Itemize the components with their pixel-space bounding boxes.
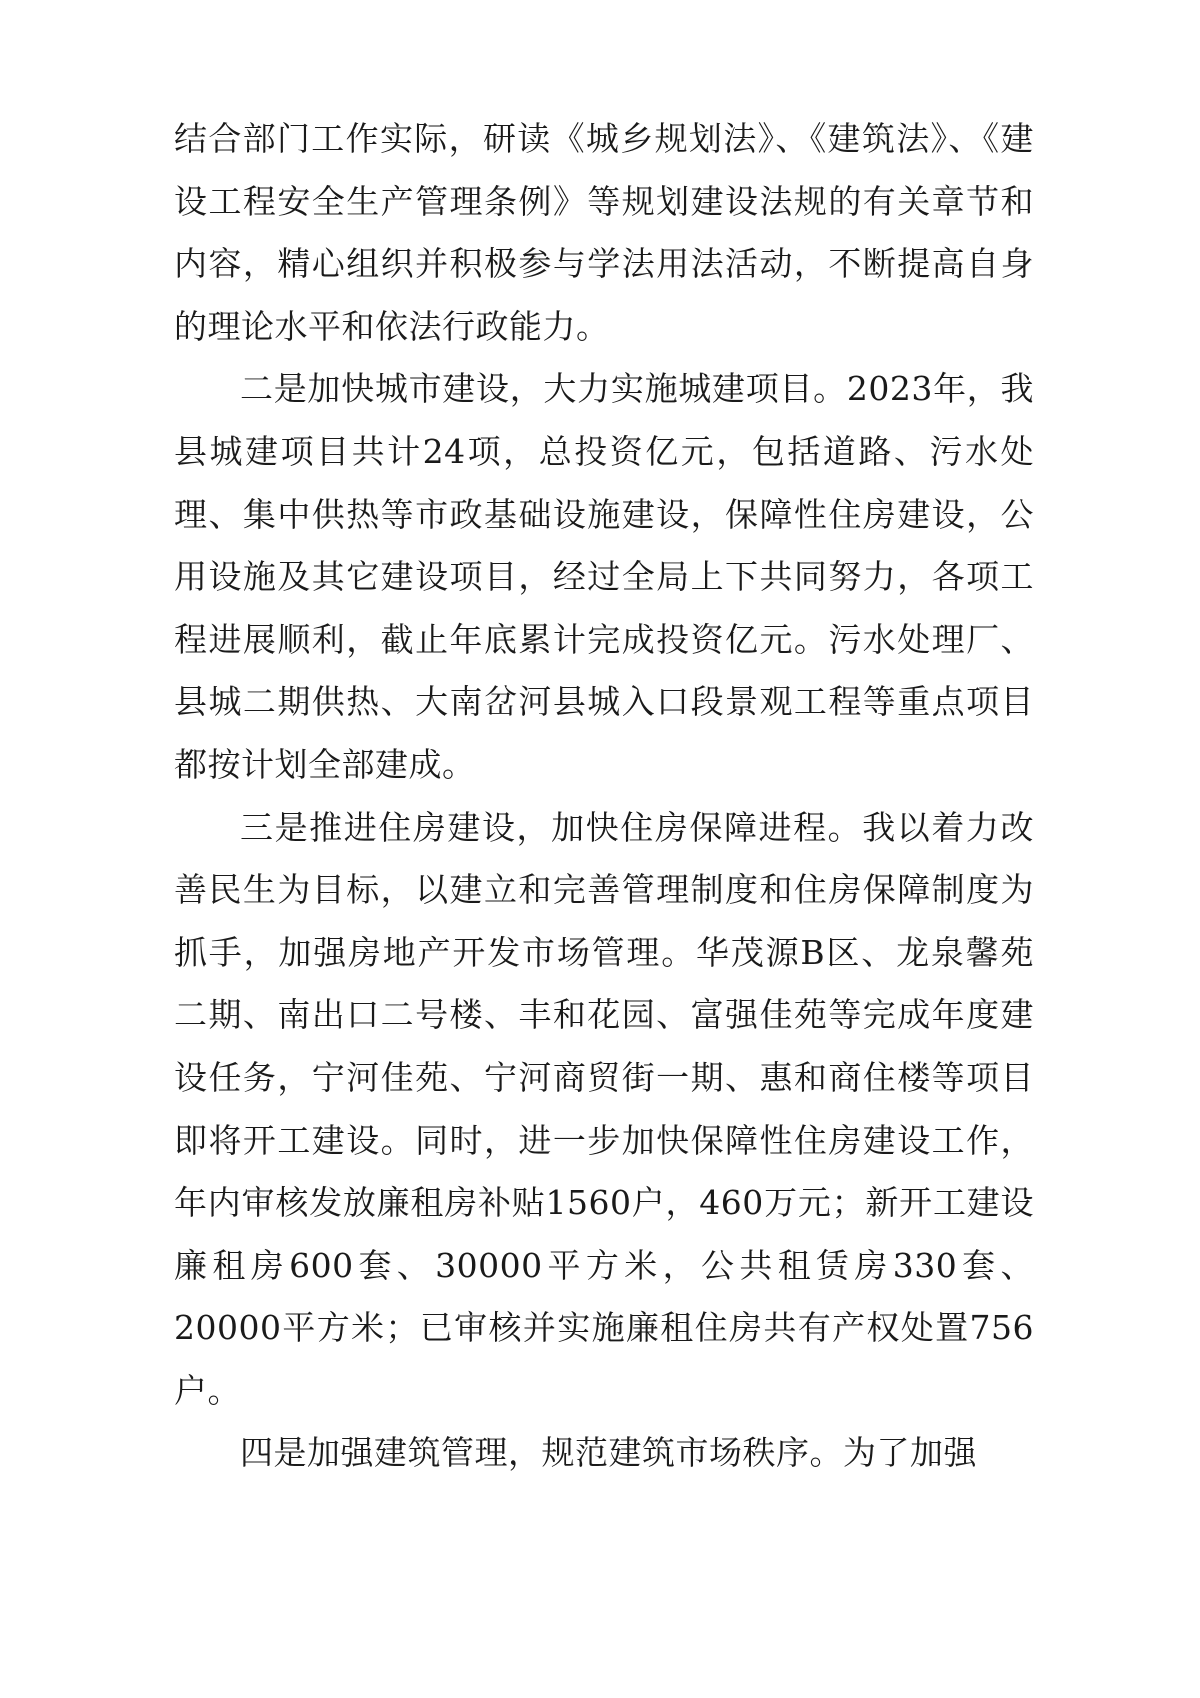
paragraph-continuation: 结合部门工作实际，研读《城乡规划法》、《建筑法》、《建设工程安全生产管理条例》等规划建设法规的有关章节和内容，精心组织并积极参与学法用法活动，不断提高自身的理论水平和依法行政能力。 xyxy=(174,119,1034,346)
paragraph-building-management: 四是加强建筑管理，规范建筑市场秩序。为了加强 xyxy=(240,1433,977,1473)
paragraph-housing-construction: 三是推进住房建设，加快住房保障进程。我以着力改善民生为目标，以建立和完善管理制度和住房保障制度为抓手，加强房地产开发市场管理。华茂源B区、龙泉馨苑二期、南出口二号楼、丰和花园、富强佳苑等完成年度建设任务，宁河佳苑、宁河商贸街一期、惠和商住楼等项目即将开工建设。同时，进一步加快保障性住房建设工作，年内审核发放廉租房补贴1560户，460万元；新开工建设廉租房600套、30000平方米，公共租赁房330套、20000平方米；已审核并实施廉租住房共有产权处置756户。 xyxy=(174,807,1034,1410)
paragraph-city-construction: 二是加快城市建设，大力实施城建项目。2023年，我县城建项目共计24项，总投资亿元，包括道路、污水处理、集中供热等市政基础设施建设，保障性住房建设，公用设施及其它建设项目，经过全局上下共同努力，各项工程进展顺利，截止年底累计完成投资亿元。污水处理厂、县城二期供热、大南岔河县城入口段景观工程等重点项目都按计划全部建成。 xyxy=(174,369,1034,784)
document-body xyxy=(174,108,1034,1485)
